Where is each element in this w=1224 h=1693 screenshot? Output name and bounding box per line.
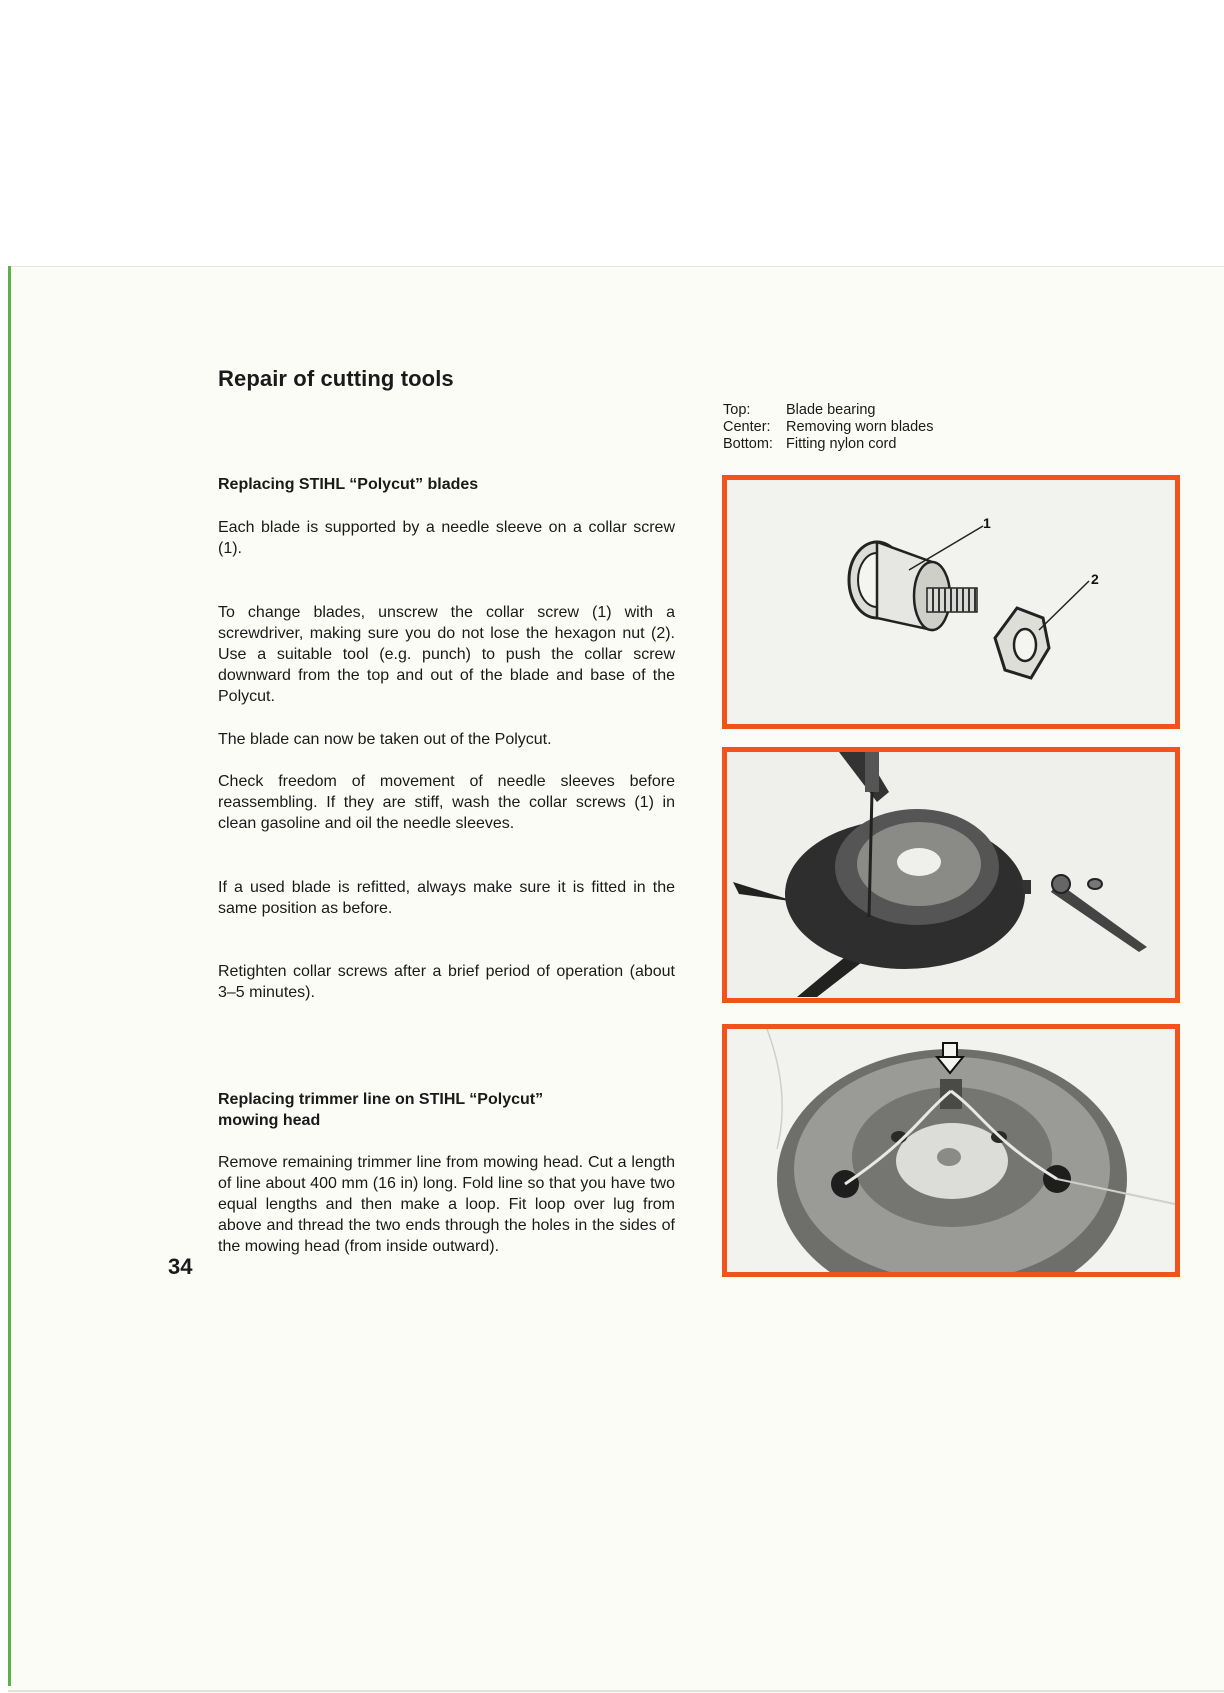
paragraph-retighten: Retighten collar screws after a brief period of operation (about 3–5 minutes). xyxy=(218,963,675,1001)
paragraph-trimmer-line: Remove remaining trimmer line from mowing head. Cut a length of line about 400 mm (16 in) long. Fold line so that you have two equal lengths and then make a loop. Fit loop over lug from above and thread the two ends through the holes in the sides of the mowing head (from inside outward). xyxy=(218,1154,675,1255)
figure-blade-bearing xyxy=(722,475,1180,729)
section-heading-blades: Replacing STIHL “Polycut” blades xyxy=(218,476,479,493)
section-heading-trimmer-line: Replacing trimmer line on STIHL “Polycut” mowing head xyxy=(218,1091,544,1129)
page-number: 34 xyxy=(168,1254,193,1279)
paragraph-blade-support: Each blade is supported by a needle sleeve on a collar screw (1). xyxy=(218,519,675,557)
label-1: 1 xyxy=(983,515,991,531)
label-2: 2 xyxy=(1091,571,1099,587)
paragraph-refit-blade: If a used blade is refitted, always make sure it is fitted in the same position as before. xyxy=(218,879,675,917)
fitting-nylon-cord-illustration xyxy=(727,1029,1175,1272)
caption-top: Top: Blade bearing xyxy=(723,402,876,418)
paragraph-change-blades: To change blades, unscrew the collar screw (1) with a screwdriver, making sure you do not lose the hexagon nut (2). Use a suitable tool (e.g. punch) to push the collar screw downward from the top and out of the blade and base of the Polycut. xyxy=(218,604,675,705)
page-title: Repair of cutting tools xyxy=(218,366,454,391)
figure-fitting-nylon-cord xyxy=(722,1024,1180,1277)
page-bottom-edge xyxy=(8,1690,1224,1692)
caption-center: Center: Removing worn blades xyxy=(723,419,934,435)
paragraph-check-freedom: Check freedom of movement of needle sleeves before reassembling. If they are stiff, wash the collar screws (1) in clean gasoline and oil the needle sleeves. xyxy=(218,773,675,832)
green-page-edge xyxy=(8,266,11,1686)
paragraph-take-out: The blade can now be taken out of the Polycut. xyxy=(218,731,552,748)
collar-screw-small-icon xyxy=(1023,880,1031,894)
caption-bottom: Bottom: Fitting nylon cord xyxy=(723,436,897,452)
figure-removing-blades xyxy=(722,747,1180,1003)
needle-sleeve-icon xyxy=(1088,879,1102,889)
blade-bearing-illustration xyxy=(727,480,1175,724)
removing-blades-illustration xyxy=(727,752,1175,998)
figure-captions xyxy=(723,402,934,453)
